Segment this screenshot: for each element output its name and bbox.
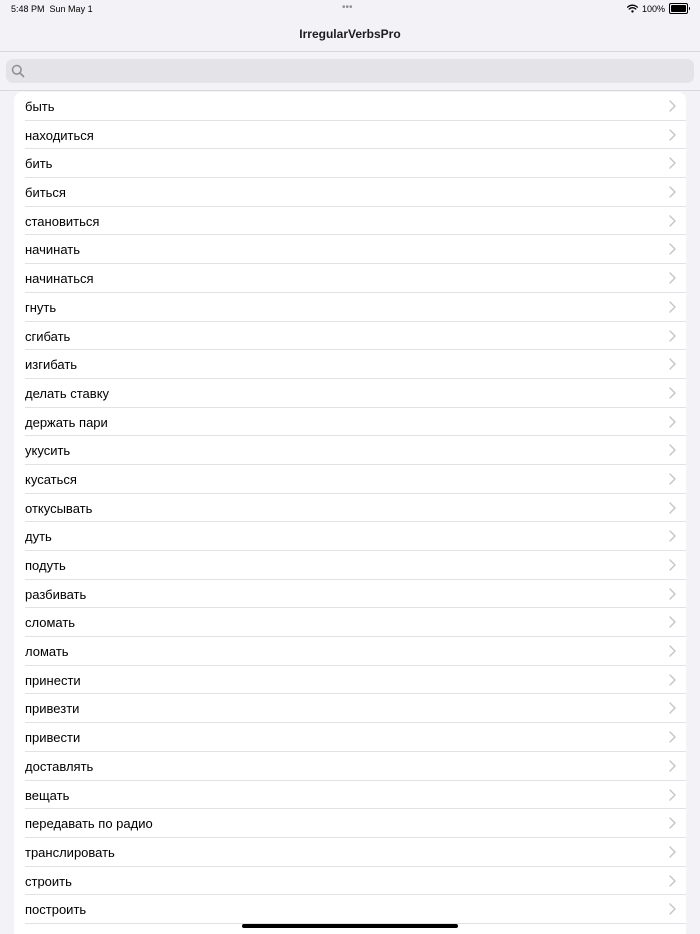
list-item-label: сломать — [25, 615, 76, 631]
chevron-right-icon — [669, 616, 676, 628]
search-divider — [0, 90, 700, 91]
list-item[interactable] — [14, 694, 686, 723]
list-item[interactable] — [14, 322, 686, 351]
list-item-label: становиться — [25, 213, 100, 229]
chevron-right-icon — [669, 330, 676, 342]
list-item[interactable] — [14, 723, 686, 752]
list-item-label: передавать по радио — [25, 816, 153, 832]
battery-percent: 100% — [641, 3, 665, 14]
chevron-right-icon — [669, 731, 676, 743]
search-icon — [11, 64, 25, 78]
list-item[interactable] — [14, 178, 686, 207]
chevron-right-icon — [669, 875, 676, 887]
chevron-right-icon — [669, 272, 676, 284]
chevron-right-icon — [669, 387, 676, 399]
chevron-right-icon — [669, 702, 676, 714]
list-item-label: строить — [25, 873, 72, 889]
list-item-label: привести — [25, 730, 81, 746]
list-item[interactable] — [14, 494, 686, 523]
chevron-right-icon — [669, 301, 676, 313]
list-item-label: держать пари — [25, 414, 108, 430]
list-item[interactable] — [14, 522, 686, 551]
search-input[interactable] — [30, 59, 690, 83]
list-item-label: разбивать — [25, 586, 87, 602]
list-item-label: построить — [25, 902, 87, 918]
list-item[interactable] — [14, 666, 686, 695]
list-item[interactable] — [14, 235, 686, 264]
chevron-right-icon — [669, 473, 676, 485]
list-item-label: бить — [25, 156, 53, 172]
list-item[interactable] — [14, 149, 686, 178]
status-time — [11, 4, 93, 14]
list-item[interactable] — [14, 551, 686, 580]
list-item[interactable] — [14, 867, 686, 896]
list-item[interactable] — [14, 608, 686, 637]
list-item[interactable] — [14, 121, 686, 150]
chevron-right-icon — [669, 674, 676, 686]
chevron-right-icon — [669, 817, 676, 829]
list-item-label: начинаться — [25, 271, 94, 287]
list-item-label: вещать — [25, 787, 70, 803]
chevron-right-icon — [669, 846, 676, 858]
list-item[interactable] — [14, 436, 686, 465]
multitasking-dots-icon[interactable]: ••• — [342, 2, 353, 13]
list-item[interactable] — [14, 92, 686, 121]
list-item-label: дуть — [25, 529, 52, 545]
list-item-label: доставлять — [25, 758, 94, 774]
list-item-label: изгибать — [25, 357, 78, 373]
list-item[interactable] — [14, 580, 686, 609]
status-time-text: 5:48 PM — [11, 4, 45, 14]
chevron-right-icon — [669, 358, 676, 370]
list-item-label: кусаться — [25, 471, 77, 487]
list-item-label: откусывать — [25, 500, 93, 516]
list-item-label: начинать — [25, 242, 81, 258]
list-item-label: находиться — [25, 127, 94, 143]
chevron-right-icon — [669, 444, 676, 456]
list-item-label: быть — [25, 99, 55, 114]
chevron-right-icon — [669, 215, 676, 227]
list-item[interactable] — [14, 637, 686, 666]
list-item-label: делать ставку — [25, 385, 110, 401]
list-item-label: сгибать — [25, 328, 71, 344]
chevron-right-icon — [669, 789, 676, 801]
list-item[interactable] — [14, 895, 686, 924]
list-item-label: транслировать — [25, 844, 115, 860]
status-date-text: Sun May 1 — [49, 4, 93, 14]
chevron-right-icon — [669, 186, 676, 198]
verb-list — [14, 92, 686, 934]
list-item[interactable] — [14, 465, 686, 494]
chevron-right-icon — [669, 530, 676, 542]
chevron-right-icon — [669, 416, 676, 428]
list-item[interactable] — [14, 207, 686, 236]
chevron-right-icon — [669, 129, 676, 141]
list-item[interactable] — [14, 293, 686, 322]
chevron-right-icon — [669, 157, 676, 169]
battery-icon — [669, 3, 688, 14]
chevron-right-icon — [669, 243, 676, 255]
list-item[interactable] — [14, 809, 686, 838]
wifi-icon — [627, 4, 638, 13]
list-item-label: подуть — [25, 558, 66, 573]
list-item-label: биться — [25, 185, 66, 201]
chevron-right-icon — [669, 903, 676, 915]
chevron-right-icon — [669, 645, 676, 657]
list-item-label: привезти — [25, 701, 80, 717]
battery-fill — [671, 5, 686, 12]
page-title: IrregularVerbsPro — [299, 27, 401, 41]
list-item[interactable] — [14, 781, 686, 810]
chevron-right-icon — [669, 502, 676, 514]
chevron-right-icon — [669, 100, 676, 112]
list-item-label: ломать — [25, 644, 69, 660]
search-bar[interactable] — [6, 59, 694, 83]
list-item-label: гнуть — [25, 299, 57, 315]
home-indicator[interactable] — [242, 924, 458, 928]
nav-divider — [0, 51, 700, 52]
chevron-right-icon — [669, 559, 676, 571]
status-right-group — [627, 3, 688, 14]
list-item[interactable] — [14, 264, 686, 293]
list-item[interactable] — [14, 838, 686, 867]
list-item[interactable] — [14, 350, 686, 379]
status-bar — [0, 0, 700, 18]
list-item[interactable] — [14, 752, 686, 781]
list-item-label: укусить — [25, 443, 71, 459]
list-item-label: принести — [25, 672, 81, 688]
list-item[interactable] — [14, 379, 686, 408]
chevron-right-icon — [669, 588, 676, 600]
chevron-right-icon — [669, 760, 676, 772]
list-item[interactable] — [14, 408, 686, 437]
